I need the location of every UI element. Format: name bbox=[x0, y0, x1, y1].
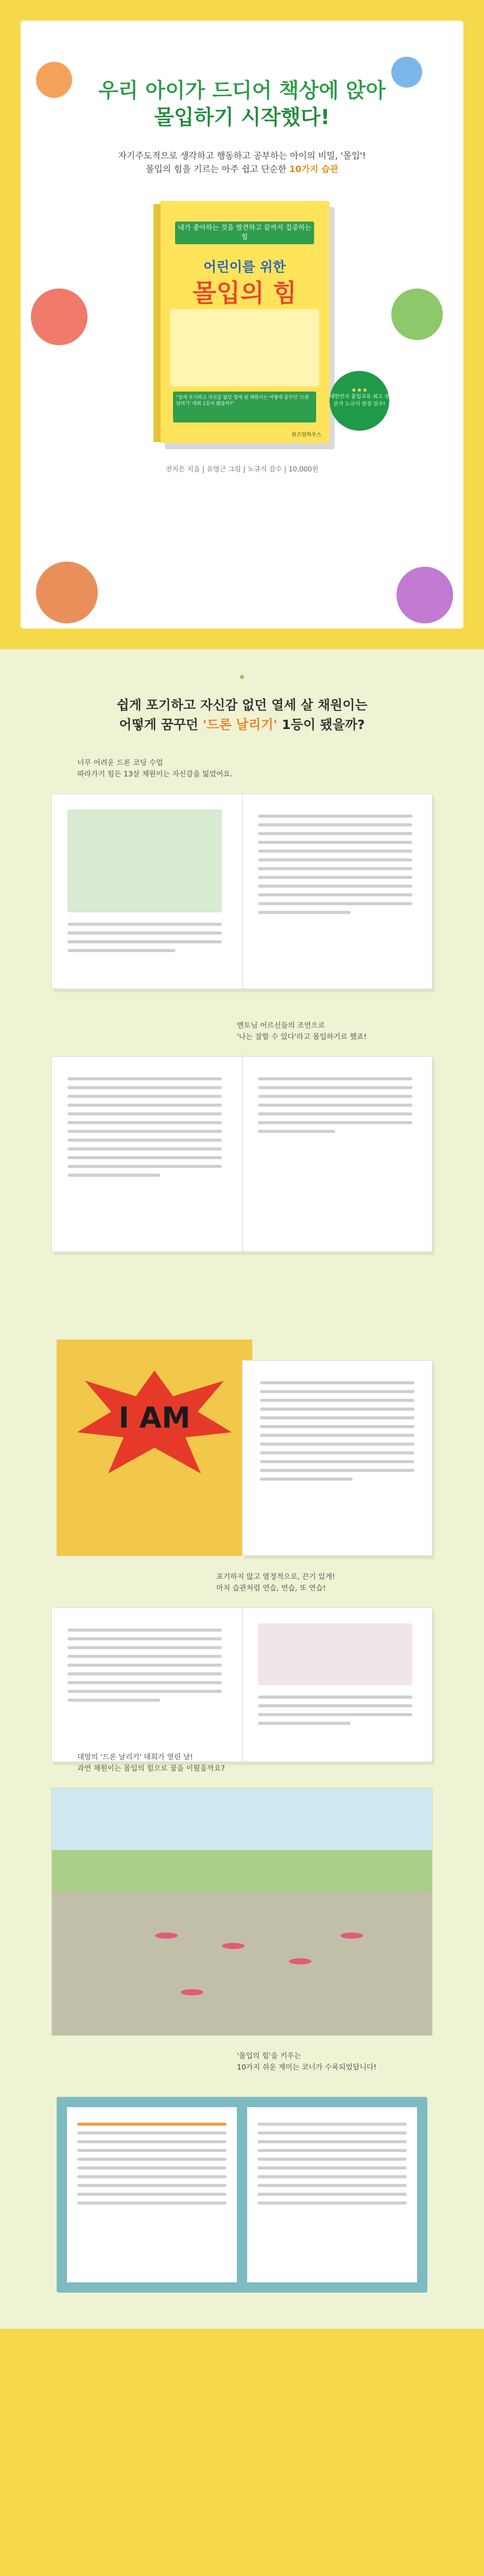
story-note-3 bbox=[216, 1571, 335, 1594]
kid-illustration-icon bbox=[391, 289, 443, 340]
story-note-3-line2: 마치 습관처럼 연습, 연습, 또 연습! bbox=[216, 1584, 326, 1592]
spread-text-right bbox=[258, 815, 412, 920]
spread-fold bbox=[242, 1608, 243, 1761]
story-note-5 bbox=[237, 2050, 376, 2073]
story-headline-suffix: 1등이 됐을까? bbox=[277, 717, 365, 732]
page-text bbox=[260, 1381, 414, 1486]
hero-subtitle-line1: 자기주도적으로 생각하고 행동하고 공부하는 아이의 비밀, '몰입'! bbox=[118, 151, 366, 161]
field bbox=[52, 1891, 432, 2036]
i-am-illustration bbox=[57, 1340, 252, 1556]
book-spine bbox=[153, 204, 161, 442]
story-headline-line2 bbox=[0, 715, 484, 735]
hero-subtitle-prefix: 몰입의 힘을 기르는 아주 쉽고 단순한 bbox=[145, 164, 289, 175]
story-note-2-line2: '나는 잘할 수 있다'라고 몰입하기로 했죠! bbox=[237, 1033, 367, 1041]
book-quote: "잘게 포기하고 자신감 없던 열세 살 채원이는 어떻게 꿈꾸던 '드론 날리기' 대회 1등이 됐을까?" bbox=[173, 392, 316, 422]
book-spread-1 bbox=[51, 793, 433, 989]
kid-illustration-icon bbox=[396, 567, 453, 623]
book-tagline: 내가 좋아하는 것을 발견하고 끝까지 집중하는 힘 bbox=[175, 222, 314, 244]
story-note-5-line2: 10가지 쉬운 재미는 코너가 수록되었답니다! bbox=[237, 2063, 377, 2072]
hero-title-line2: 몰입하기 시작했다! bbox=[154, 106, 330, 129]
book-publisher: 위즈덤하우스 bbox=[291, 432, 321, 438]
endorsement-badge bbox=[330, 371, 389, 431]
spread-text-left bbox=[67, 923, 222, 958]
series-background bbox=[0, 2329, 484, 2576]
spread-text-right bbox=[258, 1696, 412, 1731]
badge-stars: ★★★ bbox=[351, 386, 368, 394]
story-headline bbox=[0, 696, 484, 735]
story-note-3-line1: 포기하지 않고 열정적으로, 끈기 있게! bbox=[216, 1573, 335, 1581]
hero-subtitle-line2 bbox=[62, 163, 422, 176]
hill bbox=[52, 1850, 432, 1891]
story-note-1-line2: 따라가기 힘든 13살 채원이는 자신감을 잃었어요. bbox=[77, 770, 233, 778]
spread-fold bbox=[242, 1057, 243, 1251]
story-note-5-line1: '몰입의 힘'을 키우는 bbox=[237, 2052, 301, 2060]
book-page-3 bbox=[242, 1360, 433, 1556]
spread-text-left bbox=[67, 1077, 222, 1182]
book-title-line1: 어린이를 위한 bbox=[203, 260, 286, 275]
story-note-4-line1: 대망의 '드론 날리기' 대회가 열린 날! bbox=[77, 1753, 193, 1761]
story-note-1-line1: 너무 어려운 드론 코딩 수업 bbox=[77, 759, 163, 767]
story-note-2-line1: 멘토님 어르신들의 조언으로 bbox=[237, 1022, 325, 1030]
drone-contest-illustration bbox=[51, 1788, 433, 2035]
landing-pad-icon bbox=[155, 1933, 178, 1939]
story-note-4-line2: 과연 채원이는 몰입의 힘으로 꿈을 이뤘을까요? bbox=[77, 1765, 225, 1773]
workbook-spread bbox=[57, 2097, 427, 2293]
book-spread-4 bbox=[51, 1607, 433, 1762]
story-section bbox=[0, 649, 484, 2329]
hero-subtitle-highlight: 10가지 습관 bbox=[289, 164, 339, 175]
hero-title-line1: 우리 아이가 드디어 책상에 앉아 bbox=[98, 79, 386, 103]
story-note-1 bbox=[77, 757, 232, 780]
spread-text-right bbox=[258, 1077, 412, 1139]
workbook-page-right bbox=[247, 2107, 417, 2282]
landing-pad-icon bbox=[340, 1933, 363, 1939]
book-spread-2 bbox=[51, 1056, 433, 1252]
magnifier-illustration bbox=[258, 1623, 412, 1685]
story-headline-line1: 쉽게 포기하고 자신감 없던 열세 살 채원이는 bbox=[116, 698, 368, 713]
hero-section bbox=[0, 0, 484, 649]
book-cover-illustration bbox=[170, 309, 319, 386]
landing-pad-icon bbox=[181, 1989, 203, 1995]
spread-illustration bbox=[67, 809, 222, 912]
workbook-page-left bbox=[67, 2107, 237, 2282]
landing-pad-icon bbox=[289, 1958, 312, 1964]
kid-illustration-icon bbox=[36, 562, 98, 623]
divider-dot bbox=[240, 675, 244, 679]
landing-pad-icon bbox=[222, 1943, 245, 1949]
series-section bbox=[0, 2329, 484, 2576]
book-title-line2: 몰입의 힘 bbox=[192, 279, 297, 308]
i-am-text: I AM bbox=[118, 1401, 191, 1435]
book-meta: 전지은 지음 | 유영근 그림 | 노규식 감수 | 10,000원 bbox=[165, 466, 319, 473]
hero-title bbox=[0, 77, 484, 131]
spread-text-left bbox=[67, 1629, 222, 1707]
book-cover bbox=[160, 201, 330, 443]
story-headline-highlight: '드론 날리기' bbox=[202, 717, 278, 732]
story-headline-prefix: 어떻게 꿈꾸던 bbox=[119, 717, 203, 732]
kid-illustration-icon bbox=[31, 289, 88, 345]
story-note-4 bbox=[77, 1752, 225, 1774]
badge-text: 대한민국 몰입교육 최고 전문가 노규식 원장 감수! bbox=[330, 394, 389, 407]
spread-fold bbox=[242, 794, 243, 989]
hero-subtitle bbox=[62, 149, 422, 176]
story-note-2 bbox=[237, 1020, 367, 1043]
